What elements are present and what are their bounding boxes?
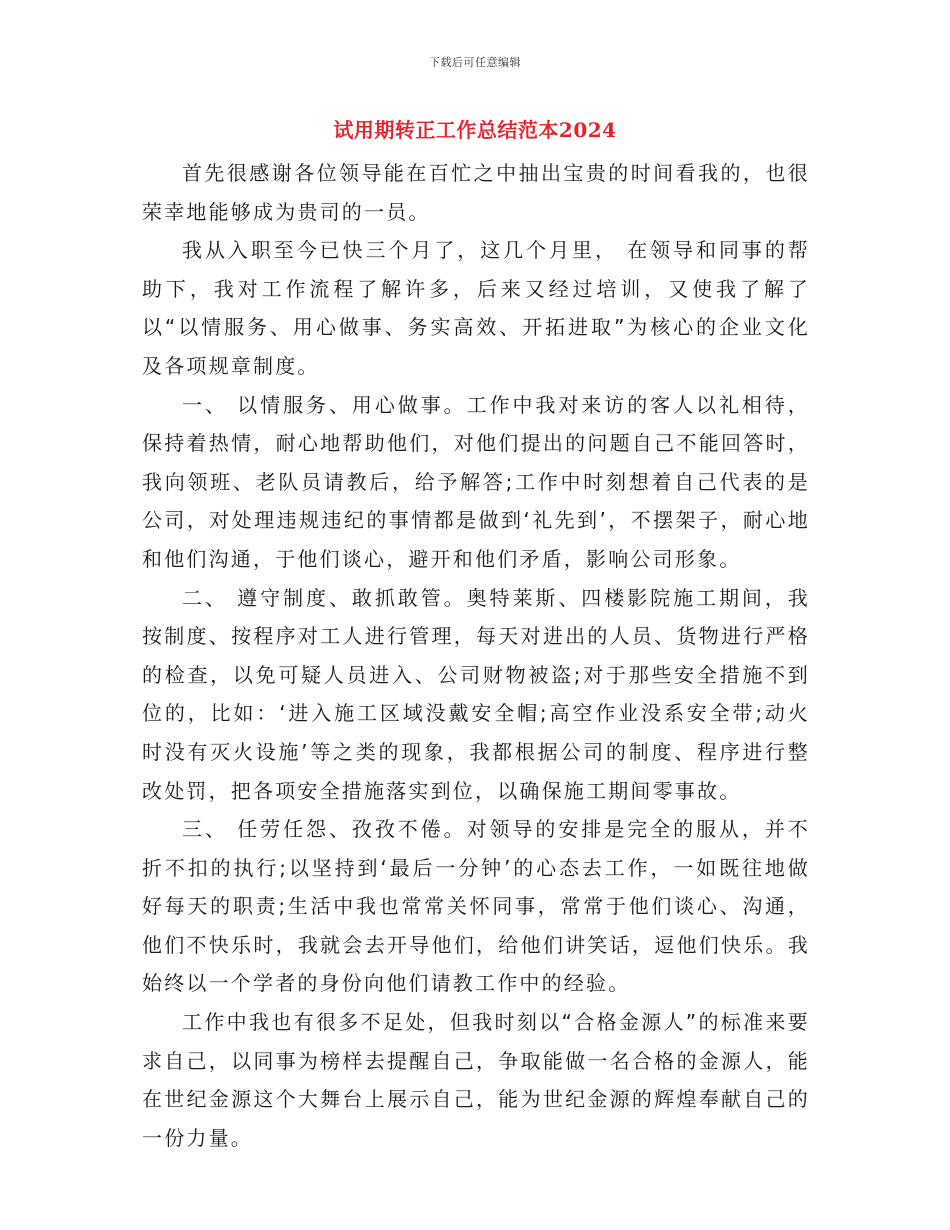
document-title: 试用期转正工作总结范本2024 bbox=[333, 118, 617, 142]
paragraph-conclusion: 工作中我也有很多不足处，但我时刻以“合格金源人”的标准来要求自己，以同事为榜样去提醒自己，争取能做一名合格的金源人，能在世纪金源这个大舞台上展示自己，能为世纪金源的辉煌奉献自己的一份力量。 bbox=[142, 1010, 810, 1150]
paragraph-intro: 首先很感谢各位领导能在百忙之中抽出宝贵的时间看我的，也很荣幸地能够成为贵司的一员。 bbox=[142, 161, 810, 224]
document-body bbox=[142, 154, 810, 1157]
paragraph-point-one: 一、 以情服务、用心做事。工作中我对来访的客人以礼相待，保持着热情，耐心地帮助他们，对他们提出的问题自己不能回答时，我向领班、老队员请教后，给予解答;工作中时刻想着自己代表的是公司，对处理违规违纪的事情都是做到‘礼先到’，不摆架子，耐心地和他们沟通，于他们谈心，避开和他们矛盾，影响公司形象。 bbox=[142, 392, 810, 571]
header-note: 下载后可任意编辑 bbox=[429, 56, 521, 69]
paragraph-point-two: 二、 遵守制度、敢抓敢管。奥特莱斯、四楼影院施工期间，我按制度、按程序对工人进行管理，每天对进出的人员、货物进行严格的检查，以免可疑人员进入、公司财物被盗;对于那些安全措施不到位的，比如：‘进入施工区域没戴安全帽;高空作业没系安全带;动火时没有灭火设施’等之类的现象，我都根据公司的制度、程序进行整改处罚，把各项安全措施落实到位，以确保施工期间零事故。 bbox=[142, 585, 810, 803]
paragraph-onboarding: 我从入职至今已快三个月了，这几个月里， 在领导和同事的帮助下，我对工作流程了解许多，后来又经过培训，又使我了解了以“以情服务、用心做事、务实高效、开拓进取”为核心的企业文化及各项规章制度。 bbox=[142, 238, 810, 378]
paragraph-point-three: 三、 任劳任怨、孜孜不倦。对领导的安排是完全的服从，并不折不扣的执行;以坚持到‘最后一分钟’的心态去工作，一如既往地做好每天的职责;生活中我也常常关怀同事，常常于他们谈心、沟通，他们不快乐时，我就会去开导他们，给他们讲笑话，逗他们快乐。我始终以一个学者的身份向他们请教工作中的经验。 bbox=[142, 817, 810, 996]
